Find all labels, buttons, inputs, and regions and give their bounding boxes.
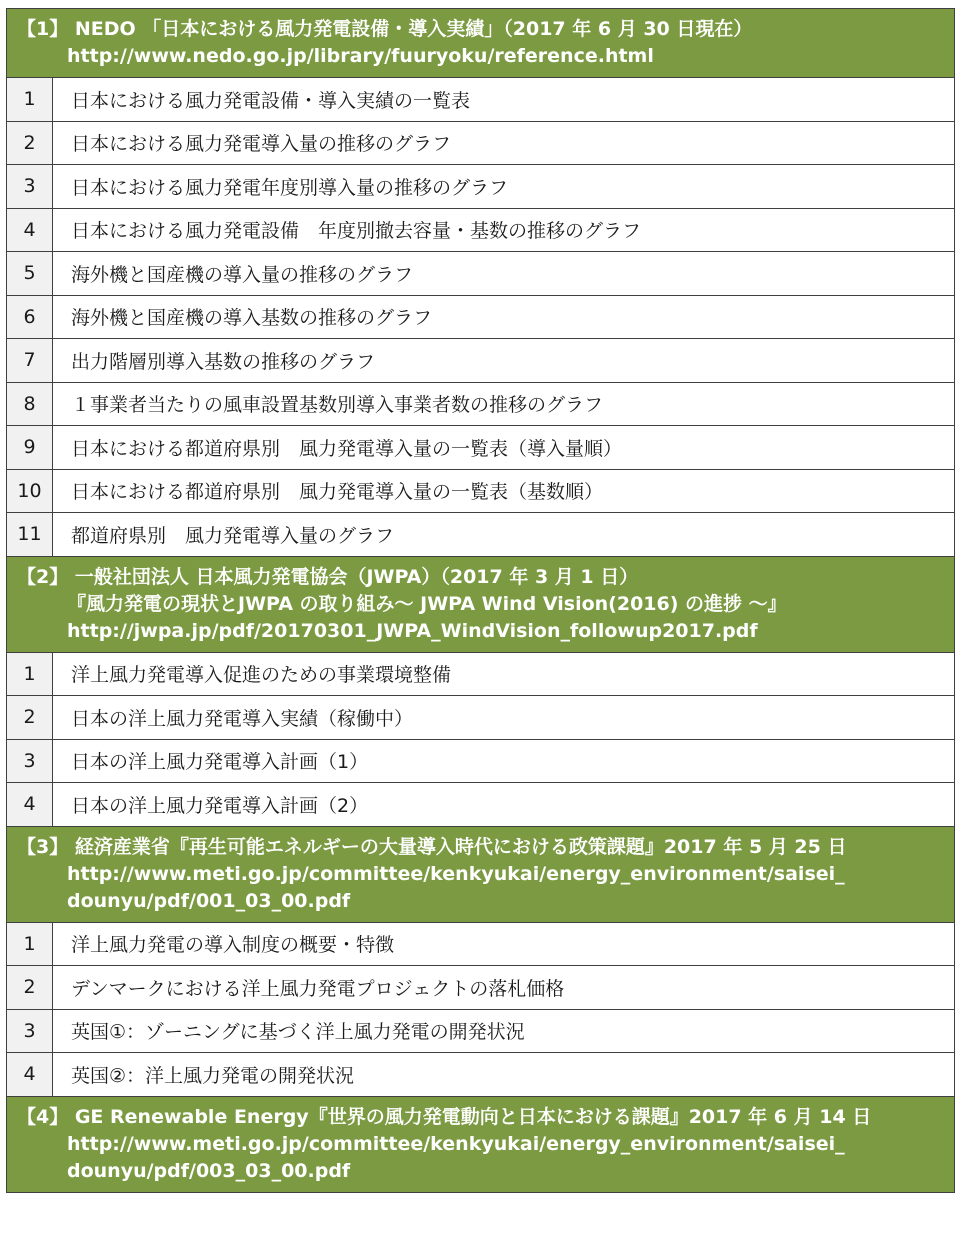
table-row — [7, 966, 955, 1010]
row-number: 2 — [7, 966, 53, 1010]
row-title: 日本における風力発電年度別導入量の推移のグラフ — [53, 165, 955, 209]
row-title: 日本の洋上風力発電導入実績（稼働中） — [53, 696, 955, 740]
row-number: 4 — [7, 783, 53, 827]
row-number: 2 — [7, 121, 53, 165]
table-row — [7, 382, 955, 426]
row-title: 日本の洋上風力発電導入計画（1） — [53, 739, 955, 783]
row-number: 2 — [7, 696, 53, 740]
section-header — [7, 1096, 955, 1192]
row-title: 海外機と国産機の導入量の推移のグラフ — [53, 252, 955, 296]
section-header-row — [7, 556, 955, 652]
table-row — [7, 252, 955, 296]
table-row — [7, 1053, 955, 1097]
section-title: 【4】 GE Renewable Energy『世界の風力発電動向と日本における課題』2017 年 6 月 14 日 — [17, 1105, 872, 1128]
row-title: 日本における風力発電導入量の推移のグラフ — [53, 121, 955, 165]
reference-table — [6, 8, 955, 1193]
section-header — [7, 826, 955, 922]
table-row — [7, 696, 955, 740]
row-title: １事業者当たりの風車設置基数別導入事業者数の推移のグラフ — [53, 382, 955, 426]
table-row — [7, 1009, 955, 1053]
section-source-line: http://jwpa.jp/pdf/20170301_JWPA_WindVision_followup2017.pdf — [67, 619, 758, 642]
reference-table-body — [7, 9, 955, 1193]
row-title: 日本における都道府県別 風力発電導入量の一覧表（基数順） — [53, 469, 955, 513]
row-title: 洋上風力発電導入促進のための事業環境整備 — [53, 652, 955, 696]
row-number: 3 — [7, 165, 53, 209]
table-row — [7, 339, 955, 383]
row-title: 洋上風力発電の導入制度の概要・特徴 — [53, 922, 955, 966]
table-row — [7, 469, 955, 513]
row-number: 8 — [7, 382, 53, 426]
row-title: 海外機と国産機の導入基数の推移のグラフ — [53, 295, 955, 339]
row-number: 10 — [7, 469, 53, 513]
row-title: 日本における風力発電設備・導入実績の一覧表 — [53, 78, 955, 122]
section-source-line: http://www.meti.go.jp/committee/kenkyukai/energy_environment/saisei_ — [67, 862, 845, 885]
table-row — [7, 295, 955, 339]
section-header — [7, 556, 955, 652]
table-row — [7, 165, 955, 209]
table-row — [7, 783, 955, 827]
row-number: 7 — [7, 339, 53, 383]
section-header-row — [7, 9, 955, 78]
table-row — [7, 652, 955, 696]
table-row — [7, 922, 955, 966]
row-title: 出力階層別導入基数の推移のグラフ — [53, 339, 955, 383]
row-title: 日本における風力発電設備 年度別撤去容量・基数の推移のグラフ — [53, 208, 955, 252]
section-source-line: dounyu/pdf/003_03_00.pdf — [67, 1159, 351, 1182]
section-source-line: 『風力発電の現状とJWPA の取り組み～ JWPA Wind Vision(2016) の進捗 ～』 — [67, 592, 787, 615]
table-row — [7, 426, 955, 470]
section-header — [7, 9, 955, 78]
row-number: 4 — [7, 1053, 53, 1097]
section-source-line: dounyu/pdf/001_03_00.pdf — [67, 889, 351, 912]
row-title: 日本における都道府県別 風力発電導入量の一覧表（導入量順） — [53, 426, 955, 470]
section-source-line: http://www.nedo.go.jp/library/fuuryoku/reference.html — [67, 45, 654, 67]
section-title: 【3】 経済産業省『再生可能エネルギーの大量導入時代における政策課題』2017 年 5 月 25 日 — [17, 835, 847, 858]
table-row — [7, 78, 955, 122]
table-row — [7, 121, 955, 165]
row-title: 英国①：ゾーニングに基づく洋上風力発電の開発状況 — [53, 1009, 955, 1053]
table-row — [7, 208, 955, 252]
row-number: 11 — [7, 513, 53, 557]
row-number: 9 — [7, 426, 53, 470]
row-number: 1 — [7, 652, 53, 696]
row-title: デンマークにおける洋上風力発電プロジェクトの落札価格 — [53, 966, 955, 1010]
row-number: 6 — [7, 295, 53, 339]
section-title: 【2】 一般社団法人 日本風力発電協会（JWPA）（2017 年 3 月 1 日） — [17, 565, 639, 588]
row-number: 3 — [7, 739, 53, 783]
section-title: 【1】 NEDO 「日本における風力発電設備・導入実績」（2017 年 6 月 30 日現在） — [17, 18, 753, 40]
table-row — [7, 513, 955, 557]
row-number: 3 — [7, 1009, 53, 1053]
row-title: 都道府県別 風力発電導入量のグラフ — [53, 513, 955, 557]
row-title: 日本の洋上風力発電導入計画（2） — [53, 783, 955, 827]
row-number: 1 — [7, 78, 53, 122]
row-number: 5 — [7, 252, 53, 296]
row-number: 4 — [7, 208, 53, 252]
table-row — [7, 739, 955, 783]
section-source-line: http://www.meti.go.jp/committee/kenkyukai/energy_environment/saisei_ — [67, 1132, 845, 1155]
section-header-row — [7, 826, 955, 922]
row-number: 1 — [7, 922, 53, 966]
section-header-row — [7, 1096, 955, 1192]
row-title: 英国②：洋上風力発電の開発状況 — [53, 1053, 955, 1097]
